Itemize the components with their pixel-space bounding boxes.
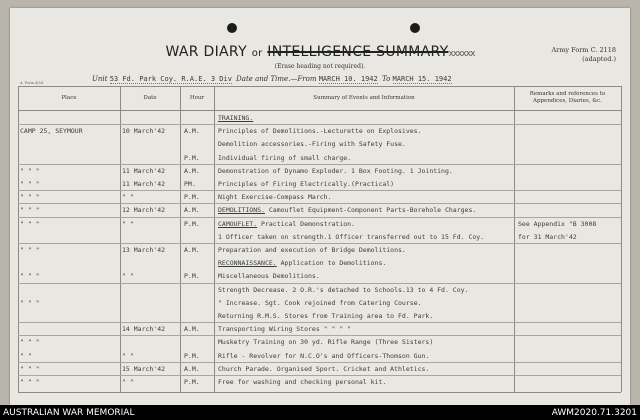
- entry-place: " " ": [20, 364, 40, 373]
- unit-value: 53 Fd. Park Coy. R.A.E. 3 Div: [109, 75, 232, 83]
- row-divider: [18, 375, 621, 376]
- date-from-value: MARCH 10. 1942: [318, 75, 378, 83]
- entry-summary: TRAINING.: [218, 114, 254, 122]
- row-divider: [18, 283, 621, 284]
- header-divider: [18, 110, 621, 111]
- row-divider: [18, 164, 621, 165]
- entry-date: 13 March'42: [122, 246, 166, 254]
- punch-hole: [227, 23, 237, 33]
- table-border-bottom: [18, 392, 621, 393]
- entry-summary: 1 Officer taken on strength.1 Officer transferred out to 15 Fd. Coy.: [218, 232, 485, 241]
- army-form-number: Army Form C. 2118: [551, 46, 616, 54]
- entry-summary: Demonstration of Dynamo Exploder. 1 Box Footing. 1 Jointing.: [218, 166, 453, 175]
- entry-hour: P.M.: [184, 193, 200, 202]
- entry-summary: Principles of Demolitions.-Lecturette on Explosives.: [218, 127, 422, 136]
- column-divider: [621, 86, 622, 392]
- entry-summary: Returning R.M.S. Stores from Training area to Fd. Park.: [218, 312, 434, 320]
- entry-remarks: for 31 March'42: [518, 232, 577, 241]
- entry-summary: Miscellaneous Demolitions.: [218, 272, 320, 281]
- entry-hour: A.M.: [184, 364, 200, 373]
- entry-place: " ": [20, 351, 32, 360]
- footer-accession-number: AWM2020.71.3201: [551, 407, 637, 418]
- entry-summary: Transporting Wiring Stores " " " ": [218, 325, 352, 334]
- subtitle: (Erase heading not required).: [274, 63, 366, 70]
- entry-summary: Church Parade. Organised Sport. Cricket and Athletics.: [218, 364, 430, 373]
- row-divider: [18, 243, 621, 244]
- entry-hour: P.M.: [184, 219, 200, 228]
- entry-heading: RECONNAISSANCE.: [218, 259, 277, 268]
- row-divider: [18, 190, 621, 191]
- row-divider: [18, 203, 621, 204]
- archive-footer: [0, 405, 640, 420]
- entry-summary: Strength Decrease. 2 O.R.'s detached to Schools.13 to 4 Fd. Coy.: [218, 285, 469, 294]
- entry-date: 10 March'42: [122, 127, 166, 136]
- title-struck-intelligence-summary: INTELLIGENCE SUMMARY: [267, 44, 449, 60]
- entry-summary: CAMOUFLET. Practical Demonstration.: [218, 219, 355, 228]
- entry-summary: Musketry Training on 30 yd. Rifle Range (Three Sisters): [218, 338, 434, 347]
- entry-hour: A.M.: [184, 166, 200, 175]
- date-from-label: Date and Time.—From: [236, 75, 317, 83]
- column-header-hour: Hour: [189, 94, 205, 101]
- entry-date: 15 March'42: [122, 364, 166, 373]
- entry-place: " " ": [20, 246, 40, 254]
- row-divider: [18, 362, 621, 363]
- title-or: or: [251, 48, 263, 59]
- punch-hole: [410, 23, 420, 33]
- row-divider: [18, 124, 621, 125]
- entry-hour: P.M.: [184, 272, 200, 281]
- footer-institution: AUSTRALIAN WAR MEMORIAL: [3, 407, 135, 418]
- column-header-summary: Summary of Events and Information: [313, 94, 415, 101]
- army-form-label: [551, 46, 616, 64]
- column-divider: [514, 86, 515, 392]
- entry-summary: " Increase. Sgt. Cook rejoined from Catering Course.: [218, 298, 422, 307]
- entry-place: " " ": [20, 378, 40, 386]
- column-header-place: Place: [61, 94, 77, 101]
- entry-summary: Individual firing of small charge.: [218, 153, 352, 162]
- entry-date: " ": [122, 272, 134, 281]
- column-header-remarks: Remarks and references to Appendices, Diaries, &c.: [529, 91, 606, 104]
- entry-hour: A.M.: [184, 206, 200, 215]
- entry-hour: A.M.: [184, 246, 200, 254]
- entry-date: " ": [122, 378, 134, 386]
- row-divider: [18, 217, 621, 218]
- row-divider: [18, 335, 621, 336]
- diary-table: [18, 86, 621, 392]
- entry-date: " ": [122, 193, 134, 202]
- entry-summary: RECONNAISSANCE. Application to Demolitions.: [218, 259, 387, 268]
- entry-place: " " ": [20, 180, 40, 188]
- title-typed-xs: xxxxxx: [448, 49, 475, 59]
- entry-date: 11 March'42: [122, 166, 166, 175]
- unit-label: Unit: [92, 75, 108, 83]
- entry-hour: A.M.: [184, 325, 200, 334]
- row-divider: [18, 322, 621, 323]
- entry-place: " " ": [20, 298, 40, 307]
- title-war-diary: WAR DIARY: [165, 44, 247, 60]
- entry-place: " " ": [20, 338, 40, 347]
- unit-date-line: [92, 75, 512, 83]
- entry-summary: Principles of Firing Electrically.(Practical): [218, 180, 395, 188]
- entry-date: 12 March'42: [122, 206, 166, 215]
- date-to-label: To: [381, 75, 391, 83]
- entry-place: " " ": [20, 272, 40, 281]
- column-divider: [18, 86, 19, 392]
- entry-hour: P.M.: [184, 378, 200, 386]
- entry-place: " " ": [20, 219, 40, 228]
- entry-date: " ": [122, 219, 134, 228]
- entry-place: " " ": [20, 206, 40, 215]
- entry-hour: A.M.: [184, 127, 200, 136]
- entry-summary: Demolition accessories.-Firing with Safety Fuse.: [218, 140, 406, 149]
- army-form-note: (adapted.): [582, 55, 616, 63]
- column-divider: [120, 86, 121, 392]
- entry-hour: P.M.: [184, 153, 200, 162]
- entry-summary: DEMOLITIONS. Camouflet Equipment-Component Parts-Borehole Charges.: [218, 206, 477, 215]
- column-divider: [214, 86, 215, 392]
- entry-place: " " ": [20, 193, 40, 202]
- entry-place: " " ": [20, 166, 40, 175]
- entry-heading: DEMOLITIONS.: [218, 206, 265, 215]
- entry-place: CAMP 25, SEYMOUR: [20, 127, 83, 136]
- entry-date: 11 March'42: [122, 180, 166, 188]
- entry-date: 14 March'42: [122, 325, 166, 334]
- entry-summary: Night Exercise-Compass March.: [218, 193, 332, 202]
- entry-hour: P.M.: [184, 351, 200, 360]
- diary-sheet: [10, 8, 630, 405]
- page-title: [10, 44, 630, 60]
- entry-date: " ": [122, 351, 134, 360]
- form-reference: A. Form 4/54: [20, 81, 44, 85]
- entry-summary: Preparation and execution of Bridge Demolitions.: [218, 246, 406, 254]
- column-divider: [180, 86, 181, 392]
- entry-heading: CAMOUFLET.: [218, 219, 258, 228]
- date-to-value: MARCH 15. 1942: [392, 75, 452, 83]
- entry-remarks: See Appendix "B 3008: [518, 219, 597, 228]
- entry-hour: PM.: [184, 180, 196, 188]
- entry-summary: Free for washing and checking personal kit.: [218, 378, 387, 386]
- entry-summary: Rifle - Revolver for N.C.O's and Officers-Thomson Gun.: [218, 351, 430, 360]
- column-header-date: Date: [143, 94, 157, 101]
